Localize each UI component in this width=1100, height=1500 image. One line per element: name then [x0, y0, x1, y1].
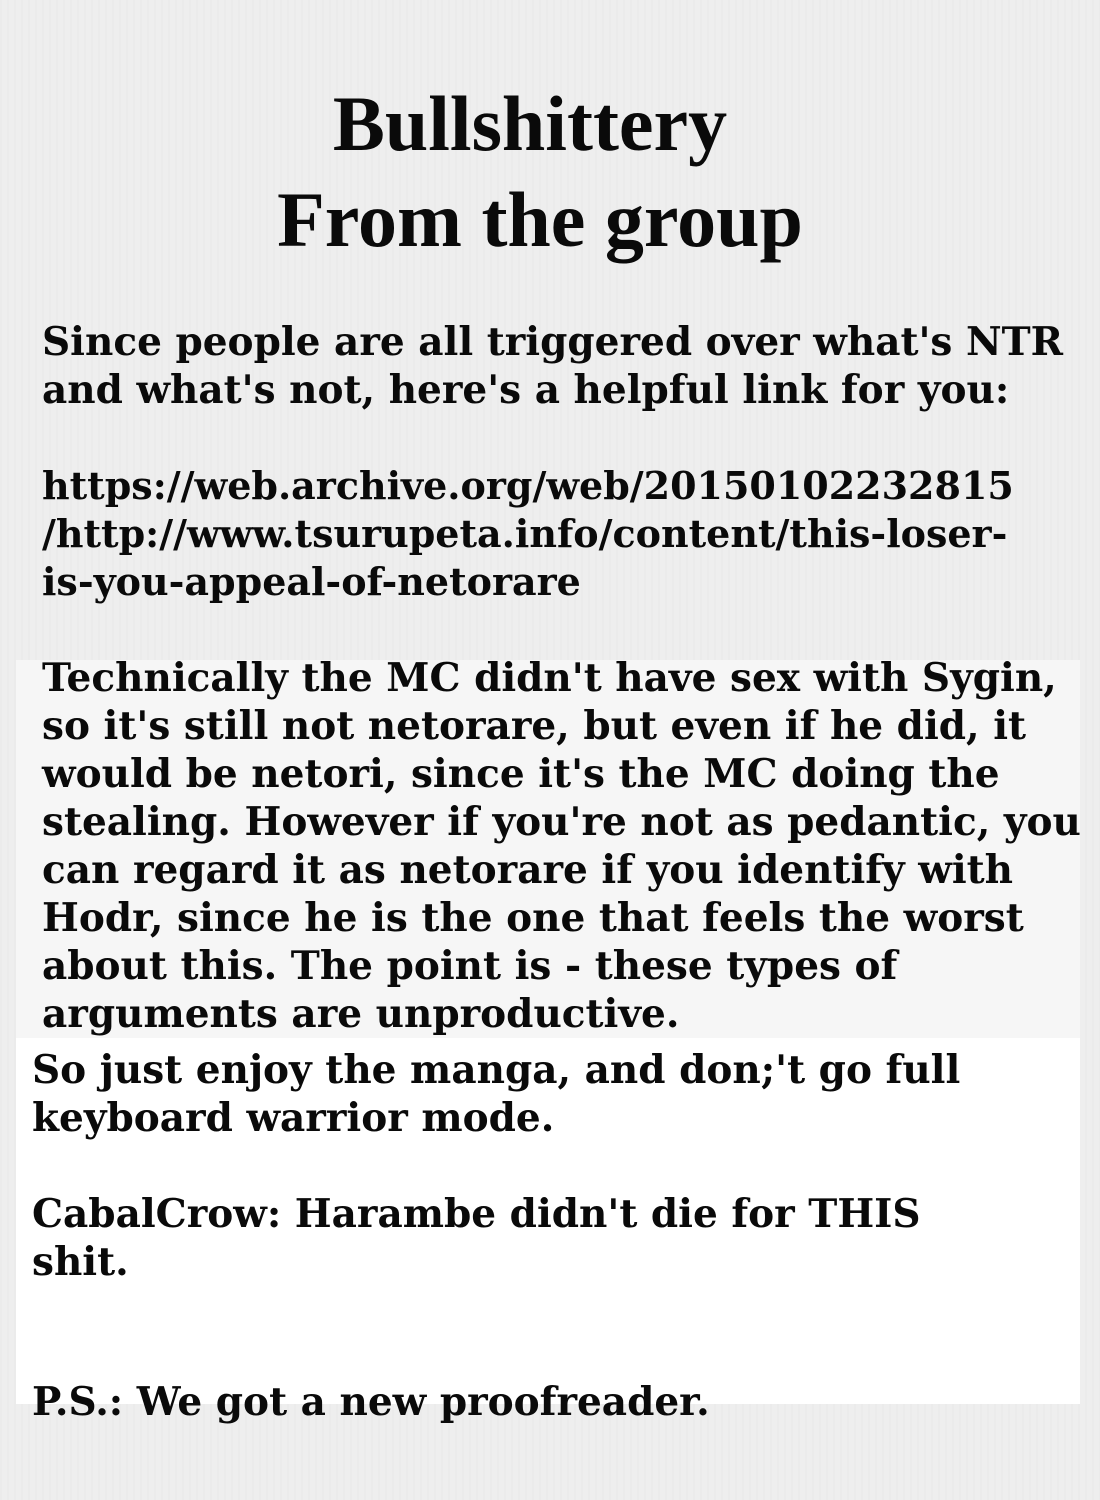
archive-link-text: https://web.archive.org/web/20150102232815 /http://www.tsurupeta.info/content/this-loser- is-you-appeal-of-netorare [42, 463, 1014, 604]
enjoy-paragraph: So just enjoy the manga, and don;'t go full keyboard warrior mode. [32, 1047, 961, 1141]
page-title-line-1: Bullshittery [332, 80, 728, 167]
technically-paragraph: Technically the MC didn't have sex with Sygin, so it's still not netorare, but even if he did, it would be netori, since it's the MC doing the stealing. However if you're not as pedantic, you can regard it as netorare if you identify with Hodr, since he is the one that feels the worst about this. The point is - these types of arguments are unproductive. [42, 655, 1081, 1037]
cabalcrow-quote: CabalCrow: Harambe didn't die for THIS shit. [32, 1191, 921, 1285]
postscript: P.S.: We got a new proofreader. [32, 1379, 710, 1425]
intro-paragraph: Since people are all triggered over what's NTR and what's not, here's a helpful link for you: [42, 319, 1064, 413]
page-title-line-2: From the group [277, 176, 803, 263]
